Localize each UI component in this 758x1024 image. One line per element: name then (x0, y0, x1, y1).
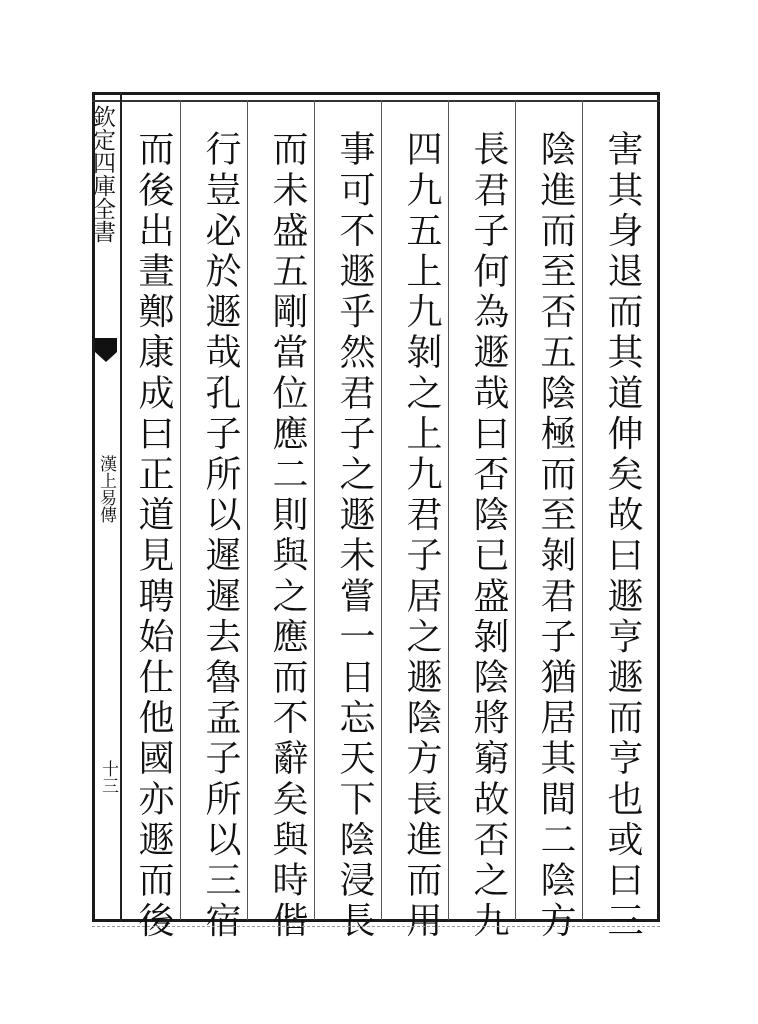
collection-title: 欽定四庫全書 (89, 105, 115, 243)
text-column-6: 而未盛五剛當位應二則與之應而不辭矣與時偕 (267, 130, 308, 942)
column-rule (314, 100, 315, 920)
column-rule (582, 100, 583, 920)
fish-tail-mark (95, 338, 117, 352)
bottom-edge (92, 926, 660, 931)
top-border-line (92, 100, 660, 102)
column-rule (180, 100, 181, 920)
column-rule (381, 100, 382, 920)
page-number: 十三 (98, 760, 118, 794)
column-rule (515, 100, 516, 920)
text-column-7: 行豈必於遯哉孔子所以遲遲去魯孟子所以三宿 (200, 130, 241, 942)
column-rule (448, 100, 449, 920)
book-title: 漢上易傳 (96, 455, 116, 523)
column-rule (247, 100, 248, 920)
text-column-3: 長君子何為遯哉曰否陰已盛剝陰將窮故否之九 (468, 130, 509, 942)
text-column-8: 而後出晝鄭康成曰正道見聘始仕他國亦遯而後 (133, 130, 174, 942)
text-column-2: 陰進而至否五陰極而至剝君子猶居其間二陰方 (535, 130, 576, 942)
text-column-5: 事可不遯乎然君子之遯未嘗一日忘天下陰浸長 (334, 130, 375, 942)
text-column-1: 害其身退而其道伸矣故曰遯亨遯而亨也或曰三 (602, 130, 643, 942)
text-column-4: 四九五上九剝之上九君子居之遯陰方長進而用 (401, 130, 442, 942)
